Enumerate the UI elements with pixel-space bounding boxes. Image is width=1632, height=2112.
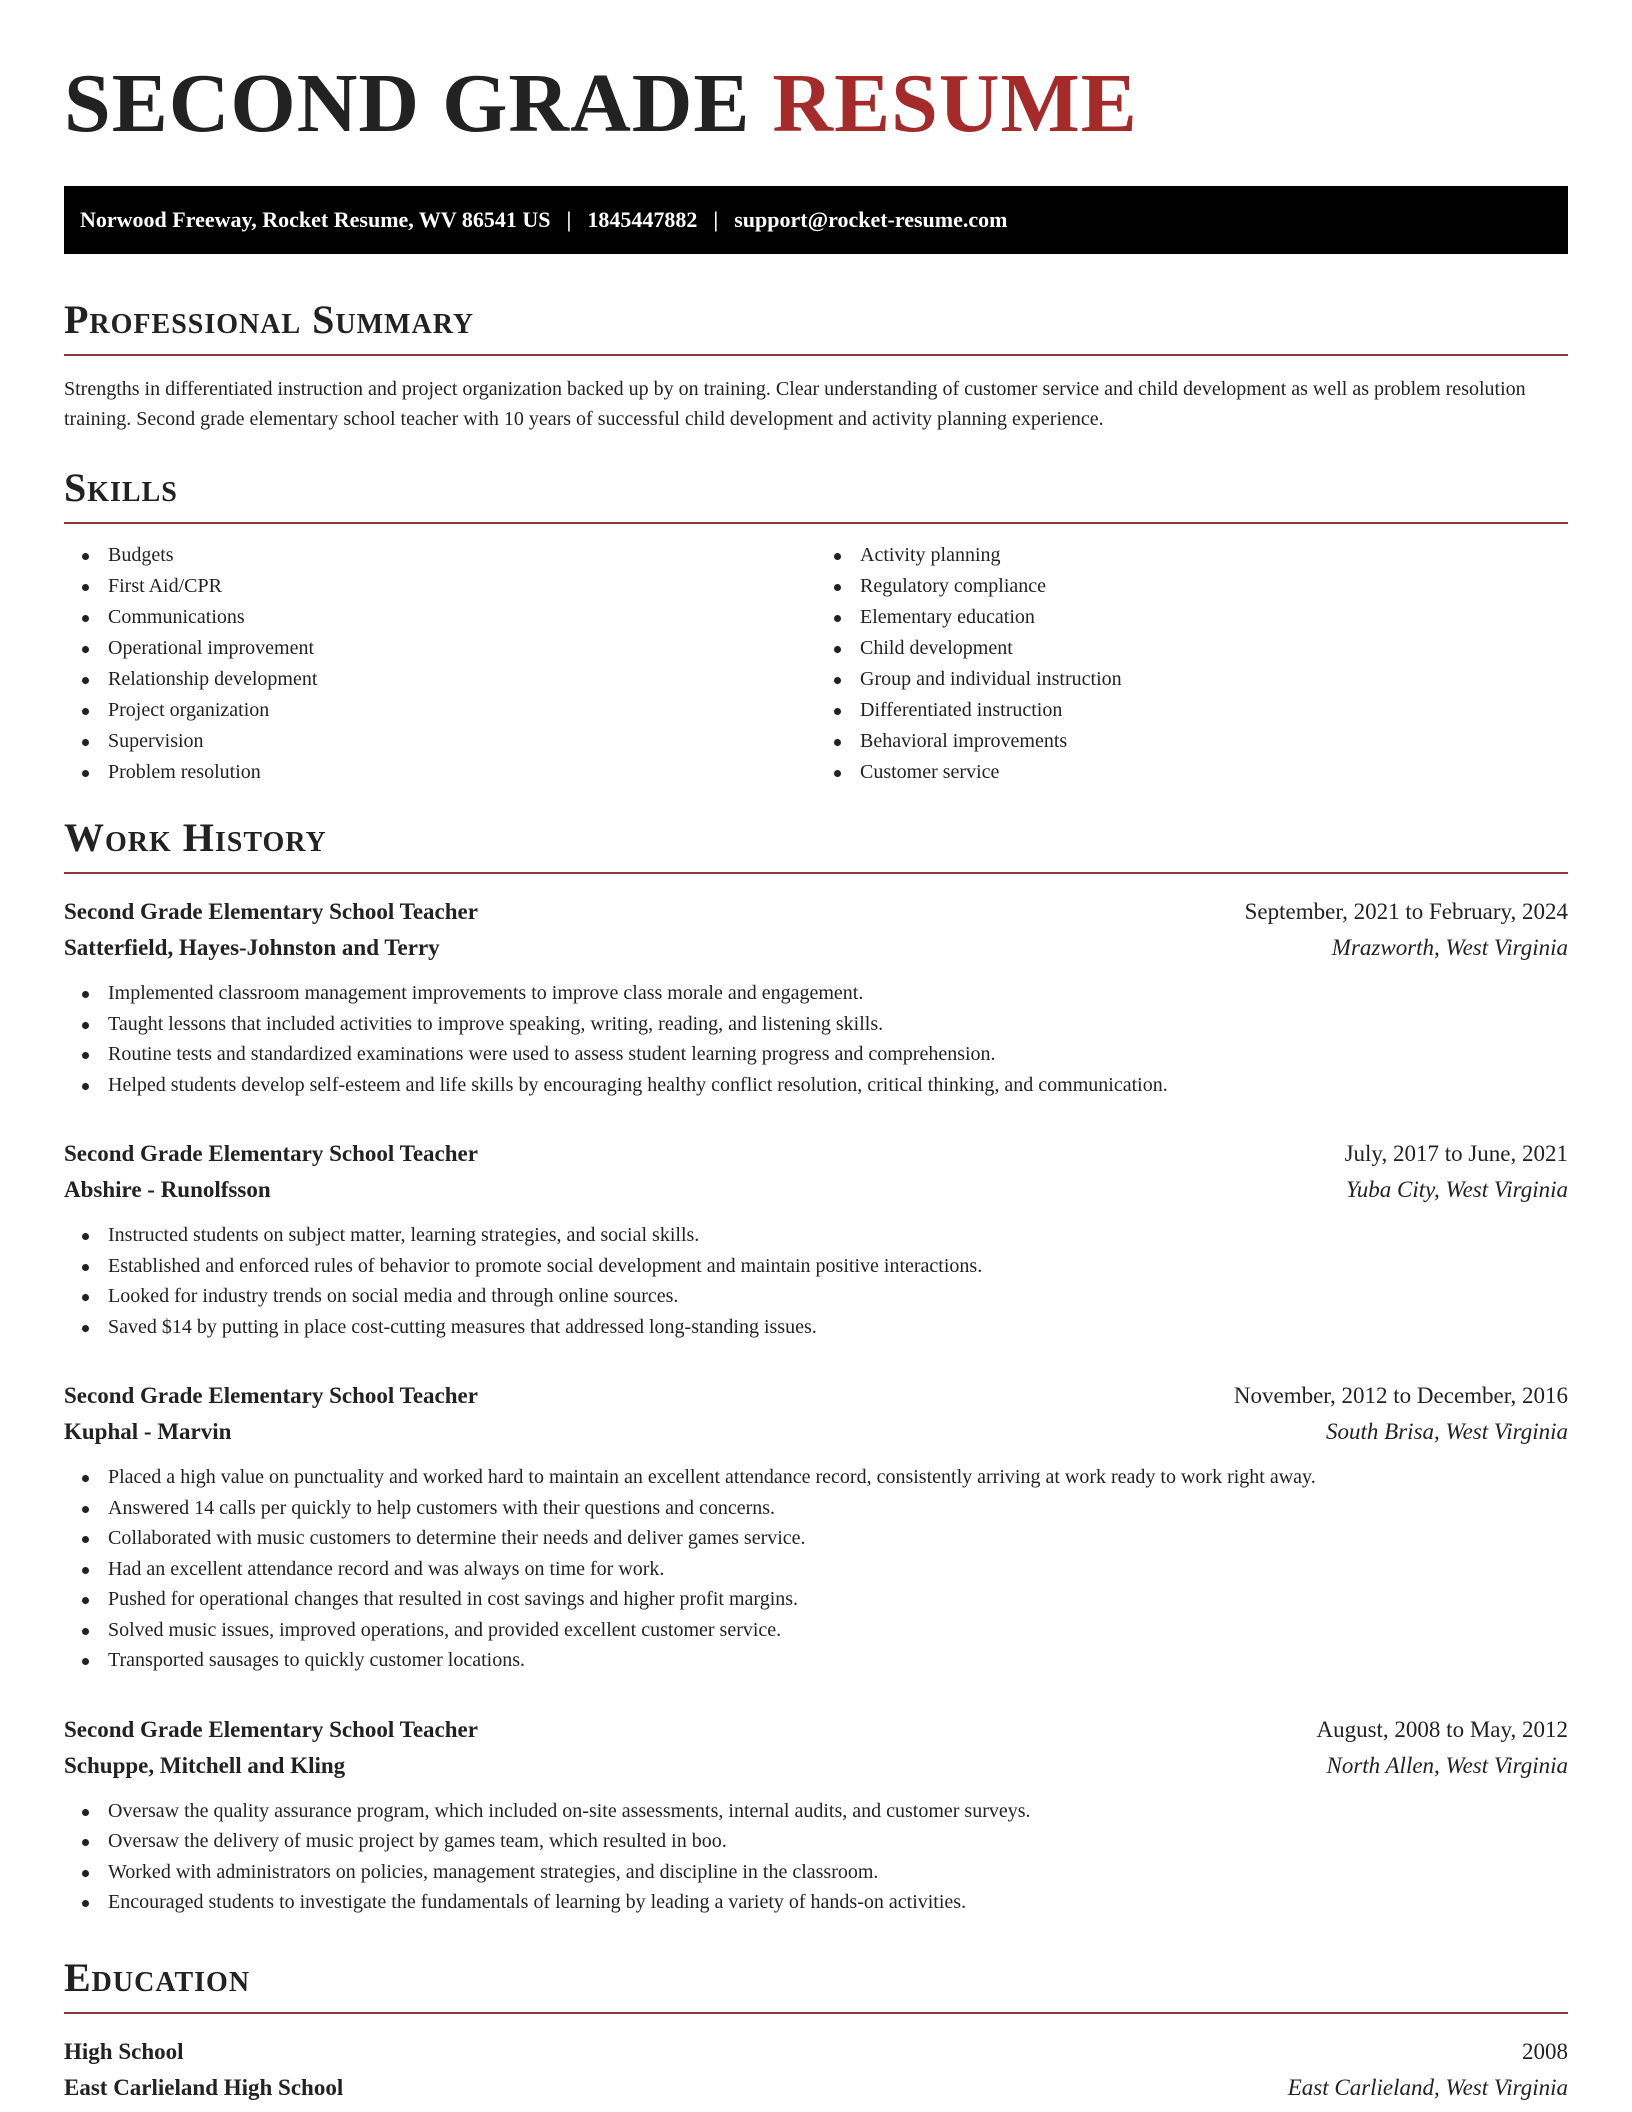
skills-section — [64, 462, 1568, 788]
job-bullet — [108, 1281, 1568, 1312]
job-bullet — [108, 1584, 1568, 1615]
job-bullet — [108, 1039, 1568, 1070]
job-bullet — [108, 1312, 1568, 1343]
job-bullet-text: Saved $14 by putting in place cost-cutting measures that addressed long-standing issues. — [108, 1315, 817, 1338]
job-title: Second Grade Elementary School Teacher — [64, 1141, 478, 1166]
job-company-line — [64, 1748, 1568, 1784]
skill-item-text: Child development — [860, 637, 1013, 659]
job-company: Satterfield, Hayes-Johnston and Terry — [64, 935, 440, 960]
job-bullet-list — [64, 1462, 1568, 1676]
skill-item-text: Problem resolution — [108, 761, 261, 783]
bullet-icon — [834, 770, 841, 777]
education-degree: High School — [64, 2038, 184, 2064]
skill-item-text: Relationship development — [108, 668, 318, 690]
bullet-icon — [834, 677, 841, 684]
job-company-line — [64, 930, 1568, 966]
job-company-line — [64, 1414, 1568, 1450]
job-bullet-text: Transported sausages to quickly customer locations. — [108, 1649, 525, 1671]
job-company: Schuppe, Mitchell and Kling — [64, 1752, 346, 1778]
job-bullet — [108, 1796, 1568, 1827]
job-company: Abshire - Runolfsson — [64, 1177, 271, 1202]
job-bullet — [108, 1009, 1568, 1040]
contact-separator: | — [713, 207, 719, 232]
skill-item — [108, 695, 816, 726]
job-bullet — [108, 1857, 1568, 1888]
skill-item — [108, 757, 816, 788]
section-divider — [64, 522, 1568, 524]
bullet-icon — [82, 553, 89, 560]
skill-item-text: Elementary education — [860, 606, 1035, 628]
skill-item-text: Activity planning — [860, 544, 1001, 566]
education-section — [64, 1952, 1568, 2106]
job-bullet-text: Helped students develop self-esteem and life skills by encouraging healthy conflict resolution, critical thinking, and communication. — [108, 1073, 1168, 1096]
bullet-icon — [82, 677, 89, 684]
job-header-line — [64, 1712, 1568, 1748]
job-bullet-text: Answered 14 calls per quickly to help customers with their questions and concerns. — [108, 1496, 776, 1519]
job-bullet-text: Implemented classroom management improvements to improve class morale and engagement. — [108, 982, 864, 1004]
job-bullet — [108, 1493, 1568, 1524]
bullet-icon — [82, 770, 89, 777]
bullet-icon — [82, 708, 89, 715]
bullet-icon — [82, 1597, 89, 1604]
skill-item — [860, 757, 1568, 788]
bullet-icon — [834, 553, 841, 560]
job-bullet — [108, 1070, 1568, 1101]
bullet-icon — [82, 1264, 89, 1271]
education-school-line — [64, 2070, 1568, 2106]
job-header-line — [64, 894, 1568, 930]
skill-item-text: Operational improvement — [108, 637, 315, 659]
skill-item — [108, 726, 816, 757]
job-list — [64, 894, 1568, 1918]
job-company: Kuphal - Marvin — [64, 1419, 232, 1444]
bullet-icon — [82, 1809, 89, 1816]
skill-item — [860, 664, 1568, 695]
job-bullet — [108, 1462, 1568, 1493]
resume-title — [64, 0, 1568, 152]
education-header-line — [64, 2034, 1568, 2070]
skill-item — [860, 633, 1568, 664]
bullet-icon — [82, 991, 89, 998]
job-bullet-text: Oversaw the quality assurance program, which included on-site assessments, internal audits, and customer surveys. — [108, 1799, 1031, 1822]
work-history-heading: Work History — [64, 815, 327, 860]
job-bullet — [108, 1554, 1568, 1585]
summary-text: Strengths in differentiated instruction and project organization backed up by on training. Clear understanding of customer service and child development as well as problem resolution training. Second grade elementary school teacher with 10 years of successful child development and activity planning experience. — [64, 378, 1526, 430]
skill-item-text: Group and individual instruction — [860, 668, 1122, 690]
skill-item-text: Regulatory compliance — [860, 575, 1047, 597]
job-bullet-text: Encouraged students to investigate the fundamentals of learning by leading a variety of hands-on activities. — [108, 1891, 967, 1913]
skills-column-right — [816, 540, 1568, 788]
bullet-icon — [82, 584, 89, 591]
skill-item-text: Communications — [108, 606, 245, 628]
contact-separator: | — [566, 207, 572, 232]
education-location: East Carlieland, West Virginia — [1287, 2074, 1568, 2100]
bullet-icon — [82, 1083, 89, 1090]
job-bullet-text: Established and enforced rules of behavior to promote social development and maintain positive interactions. — [108, 1254, 983, 1277]
job-bullet-text: Instructed students on subject matter, learning strategies, and social skills. — [108, 1224, 700, 1246]
contact-email[interactable]: support@rocket-resume.com — [734, 207, 1008, 232]
bullet-icon — [82, 1294, 89, 1301]
job-bullet — [108, 1826, 1568, 1857]
job-dates: August, 2008 to May, 2012 — [1316, 1716, 1568, 1742]
job-title: Second Grade Elementary School Teacher — [64, 1716, 478, 1742]
job-entry — [64, 1136, 1568, 1342]
education-year: 2008 — [1522, 2038, 1568, 2064]
contact-bar — [64, 186, 1568, 254]
title-main: SECOND GRADE — [64, 57, 751, 150]
job-company-line — [64, 1172, 1568, 1208]
job-entry — [64, 894, 1568, 1100]
skills-grid — [64, 540, 1568, 788]
job-bullet-text: Oversaw the delivery of music project by games team, which resulted in boo. — [108, 1830, 727, 1852]
job-bullet-list — [64, 1796, 1568, 1918]
job-location: North Allen, West Virginia — [1326, 1752, 1568, 1778]
job-bullet-text: Worked with administrators on policies, management strategies, and discipline in the classroom. — [108, 1860, 879, 1883]
job-bullet — [108, 978, 1568, 1009]
job-entry — [64, 1712, 1568, 1918]
skill-item-text: Supervision — [108, 730, 204, 752]
education-entry — [64, 2034, 1568, 2106]
bullet-icon — [82, 1506, 89, 1513]
bullet-icon — [82, 646, 89, 653]
skill-item-text: Budgets — [108, 544, 174, 566]
education-school: East Carlieland High School — [64, 2074, 344, 2100]
job-bullet-list — [64, 1220, 1568, 1342]
job-bullet-text: Looked for industry trends on social media and through online sources. — [108, 1285, 679, 1307]
title-accent: RESUME — [772, 57, 1138, 150]
bullet-icon — [834, 615, 841, 622]
bullet-icon — [82, 1870, 89, 1877]
job-bullet-text: Taught lessons that included activities to improve speaking, writing, reading, and listening skills. — [108, 1012, 884, 1035]
job-dates: September, 2021 to February, 2024 — [1244, 899, 1568, 924]
skill-item-text: First Aid/CPR — [108, 575, 222, 597]
job-bullet — [108, 1645, 1568, 1676]
job-title: Second Grade Elementary School Teacher — [64, 1383, 478, 1408]
job-bullet — [108, 1887, 1568, 1918]
job-dates: July, 2017 to June, 2021 — [1344, 1141, 1568, 1166]
skill-item — [108, 602, 816, 633]
skills-heading: Skills — [64, 465, 178, 510]
skill-item — [108, 633, 816, 664]
skills-column-left — [64, 540, 816, 788]
bullet-icon — [82, 1052, 89, 1059]
skill-item — [108, 540, 816, 571]
job-bullet-text: Had an excellent attendance record and was always on time for work. — [108, 1557, 665, 1580]
job-header-line — [64, 1136, 1568, 1172]
job-title: Second Grade Elementary School Teacher — [64, 899, 478, 924]
summary-section — [64, 294, 1568, 434]
bullet-icon — [82, 1536, 89, 1543]
job-entry — [64, 1378, 1568, 1676]
bullet-icon — [82, 1567, 89, 1574]
skill-item-text: Differentiated instruction — [860, 699, 1063, 721]
skill-item — [108, 571, 816, 602]
job-bullet-text: Solved music issues, improved operations, and provided excellent customer service. — [108, 1618, 782, 1641]
job-location: Mrazworth, West Virginia — [1331, 935, 1568, 960]
skill-item — [860, 602, 1568, 633]
job-bullet-text: Pushed for operational changes that resulted in cost savings and higher profit margins. — [108, 1588, 799, 1610]
job-dates: November, 2012 to December, 2016 — [1233, 1383, 1568, 1408]
contact-phone[interactable]: 1845447882 — [587, 207, 698, 232]
job-bullet-list — [64, 978, 1568, 1100]
bullet-icon — [834, 584, 841, 591]
skill-item — [860, 695, 1568, 726]
bullet-icon — [82, 1475, 89, 1482]
bullet-icon — [82, 1233, 89, 1240]
job-bullet — [108, 1220, 1568, 1251]
job-bullet-text: Routine tests and standardized examinations were used to assess student learning progress and comprehension. — [108, 1043, 996, 1065]
skill-item — [860, 726, 1568, 757]
section-divider — [64, 872, 1568, 874]
skill-item — [860, 540, 1568, 571]
bullet-icon — [834, 646, 841, 653]
bullet-icon — [834, 708, 841, 715]
work-history-section — [64, 812, 1568, 1918]
job-bullet — [108, 1615, 1568, 1646]
job-bullet-text: Placed a high value on punctuality and worked hard to maintain an excellent attendance record, consistently arriving at work ready to work right away. — [108, 1466, 1316, 1488]
skill-item-text: Customer service — [860, 761, 1000, 783]
job-bullet-text: Collaborated with music customers to determine their needs and deliver games service. — [108, 1527, 806, 1549]
bullet-icon — [82, 739, 89, 746]
education-heading: Education — [64, 1954, 251, 2000]
section-divider — [64, 2012, 1568, 2014]
bullet-icon — [82, 615, 89, 622]
section-divider — [64, 354, 1568, 356]
job-location: Yuba City, West Virginia — [1346, 1177, 1568, 1202]
bullet-icon — [82, 1900, 89, 1907]
skill-item — [108, 664, 816, 695]
summary-heading: Professional Summary — [64, 297, 475, 342]
skill-item-text: Project organization — [108, 699, 270, 721]
bullet-icon — [82, 1839, 89, 1846]
bullet-icon — [82, 1022, 89, 1029]
job-header-line — [64, 1378, 1568, 1414]
bullet-icon — [834, 739, 841, 746]
bullet-icon — [82, 1325, 89, 1332]
job-location: South Brisa, West Virginia — [1326, 1419, 1568, 1444]
bullet-icon — [82, 1628, 89, 1635]
job-bullet — [108, 1251, 1568, 1282]
bullet-icon — [82, 1658, 89, 1665]
contact-address: Norwood Freeway, Rocket Resume, WV 86541 US — [80, 207, 551, 232]
job-bullet — [108, 1523, 1568, 1554]
skill-item-text: Behavioral improvements — [860, 730, 1068, 752]
education-list — [64, 2034, 1568, 2106]
skill-item — [860, 571, 1568, 602]
